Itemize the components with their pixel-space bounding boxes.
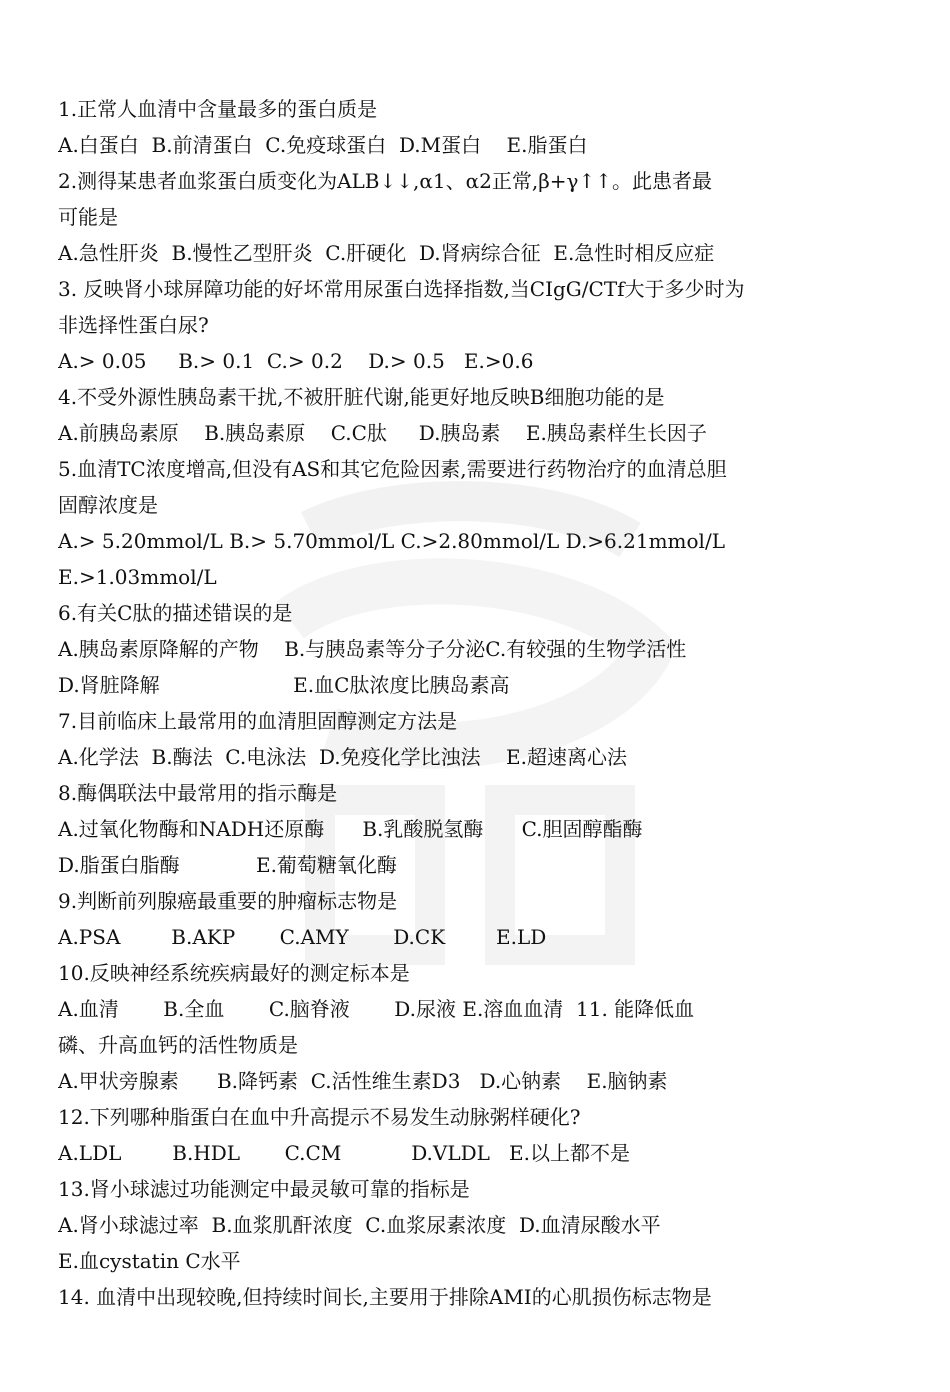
- text-line: A.化学法 B.酶法 C.电泳法 D.免疫化学比浊法 E.超速离心法: [58, 745, 628, 769]
- text-line: 9.判断前列腺癌最重要的肿瘤标志物是: [58, 889, 398, 913]
- text-line: A.血清 B.全血 C.脑脊液 D.尿液 E.溶血血清 11. 能降低血: [58, 997, 695, 1021]
- text-line: A.过氧化物酶和NADH还原酶 B.乳酸脱氢酶 C.胆固醇酯酶: [58, 817, 643, 841]
- text-line: 非选择性蛋白尿?: [58, 313, 209, 337]
- text-line: A.肾小球滤过率 B.血浆肌酐浓度 C.血浆尿素浓度 D.血清尿酸水平: [58, 1213, 661, 1237]
- text-line: A.> 5.20mmol/L B.> 5.70mmol/L C.>2.80mmol/L D.>6.21mmol/L: [58, 529, 725, 553]
- text-line: A.PSA B.AKP C.AMY D.CK E.LD: [58, 925, 547, 949]
- text-line: A.白蛋白 B.前清蛋白 C.免疫球蛋白 D.M蛋白 E.脂蛋白: [58, 133, 588, 157]
- text-line: 14. 血清中出现较晚,但持续时间长,主要用于排除AMI的心肌损伤标志物是: [58, 1285, 712, 1309]
- text-line: 1.正常人血清中含量最多的蛋白质是: [58, 97, 378, 121]
- text-line: 8.酶偶联法中最常用的指示酶是: [58, 781, 338, 805]
- text-line: A.甲状旁腺素 B.降钙素 C.活性维生素D3 D.心钠素 E.脑钠素: [58, 1069, 668, 1093]
- text-line: 2.测得某患者血浆蛋白质变化为ALB↓↓,α1、α2正常,β+γ↑↑。此患者最: [58, 169, 712, 193]
- text-line: A.急性肝炎 B.慢性乙型肝炎 C.肝硬化 D.肾病综合征 E.急性时相反应症: [58, 241, 715, 265]
- text-line: 可能是: [58, 205, 118, 229]
- text-line: 12.下列哪种脂蛋白在血中升高提示不易发生动脉粥样硬化?: [58, 1105, 581, 1129]
- text-line: A.胰岛素原降解的产物 B.与胰岛素等分子分泌C.有较强的生物学活性: [58, 637, 687, 661]
- text-line: 4.不受外源性胰岛素干扰,不被肝脏代谢,能更好地反映B细胞功能的是: [58, 385, 665, 409]
- text-line: A.LDL B.HDL C.CM D.VLDL E.以上都不是: [58, 1141, 630, 1165]
- text-line: E.>1.03mmol/L: [58, 565, 217, 589]
- text-line: 10.反映神经系统疾病最好的测定标本是: [58, 961, 410, 985]
- text-line: 5.血清TC浓度增高,但没有AS和其它危险因素,需要进行药物治疗的血清总胆: [58, 457, 727, 481]
- text-line: A.> 0.05 B.> 0.1 C.> 0.2 D.> 0.5 E.>0.6: [58, 349, 534, 373]
- text-line: 固醇浓度是: [58, 493, 158, 517]
- text-line: E.血cystatin C水平: [58, 1249, 241, 1273]
- text-line: 13.肾小球滤过功能测定中最灵敏可靠的指标是: [58, 1177, 470, 1201]
- text-line: 6.有关C肽的描述错误的是: [58, 601, 293, 625]
- text-line: 磷、升高血钙的活性物质是: [58, 1033, 298, 1057]
- text-line: 3. 反映肾小球屏障功能的好坏常用尿蛋白选择指数,当CIgG/CTf大于多少时为: [58, 277, 745, 301]
- text-line: D.脂蛋白脂酶 E.葡萄糖氧化酶: [58, 853, 397, 877]
- text-line: D.肾脏降解 E.血C肽浓度比胰岛素高: [58, 673, 510, 697]
- text-line: 7.目前临床上最常用的血清胆固醇测定方法是: [58, 709, 458, 733]
- text-line: A.前胰岛素原 B.胰岛素原 C.C肽 D.胰岛素 E.胰岛素样生长因子: [58, 421, 707, 445]
